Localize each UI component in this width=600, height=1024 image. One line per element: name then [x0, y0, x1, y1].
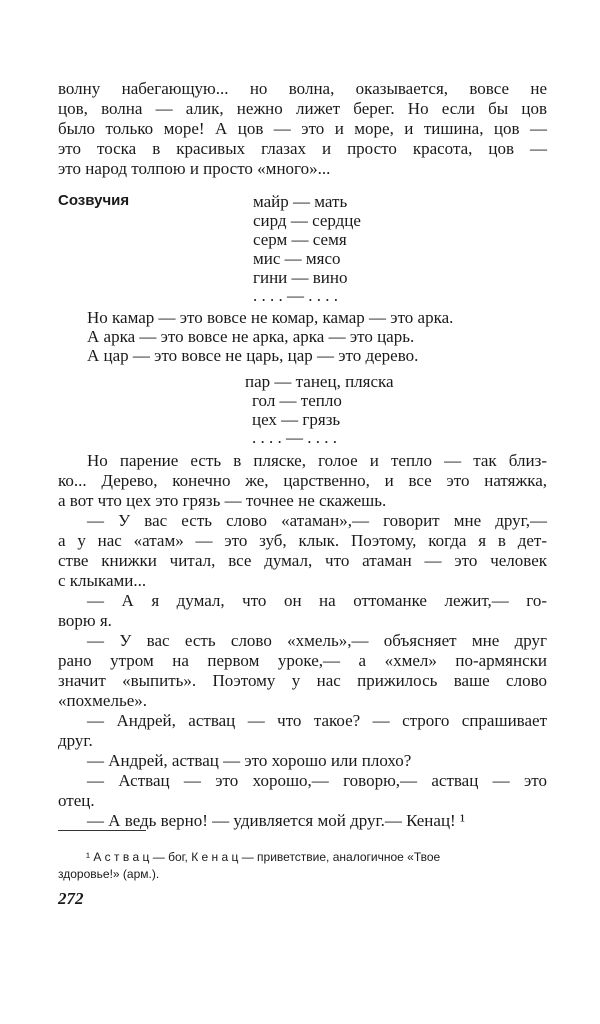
ellipsis-pair: . . . . — . . . .	[252, 428, 337, 447]
text-line: — Андрей, аствац — это хорошо или плохо?	[87, 751, 412, 770]
word-pair: гини — вино	[253, 268, 348, 287]
page-number: 272	[58, 889, 84, 908]
text-line: это народ толпою и просто «много»...	[58, 159, 331, 178]
section-heading: Созвучия	[58, 192, 130, 209]
footnote-rule	[58, 830, 146, 831]
text-line: было только море! А цов — это и море, и тишина, цов —	[58, 119, 547, 138]
text-line: друг.	[58, 731, 93, 750]
footnote-line: здоровье!» (арм.).	[58, 867, 160, 881]
verse-line: А цар — это вовсе не царь, цар — это дерево.	[87, 346, 419, 365]
text-line: значит «выпить». Поэтому у нас прижилось ваше слово	[58, 671, 547, 690]
text-line: ко... Дерево, конечно же, царственно, и все это натяжка,	[58, 471, 547, 490]
word-pair: сирд — сердце	[253, 211, 361, 230]
text-line: — А ведь верно! — удивляется мой друг.— Кенац! ¹	[87, 811, 466, 830]
text-line: а вот что цех это грязь — точнее не скажешь.	[58, 491, 387, 510]
text-line: рано утром на первом уроке,— а «хмел» по-армянски	[58, 651, 547, 670]
ellipsis-pair: . . . . — . . . .	[253, 286, 338, 305]
word-pair: пар — танец, пляска	[245, 372, 394, 391]
text-line: а у нас «атам» — это зуб, клык. Поэтому, когда я в дет-	[58, 531, 547, 550]
text-line: «похмелье».	[58, 691, 148, 710]
word-pair: серм — семя	[253, 230, 347, 249]
text-line: стве книжки читал, все думал, что атаман — это человек	[58, 551, 547, 570]
text-line: Но парение есть в пляске, голое и тепло — так близ-	[87, 451, 547, 470]
verse-line: А арка — это вовсе не арка, арка — это царь.	[87, 327, 415, 346]
text-line: отец.	[58, 791, 95, 810]
text-line: — У вас есть слово «атаман»,— говорит мне друг,—	[87, 511, 547, 530]
word-pair: гол — тепло	[252, 391, 342, 410]
text-line: волну набегающую... но волна, оказывается, вовсе не	[58, 79, 547, 98]
footnote-line: ¹ А с т в а ц — бог, К е н а ц — приветствие, аналогичное «Твое	[86, 850, 441, 864]
text-line: — А я думал, что он на оттоманке лежит,— го-	[87, 591, 547, 610]
text-line: с клыками...	[58, 571, 147, 590]
text-line: ворю я.	[58, 611, 112, 630]
text-line: — Андрей, аствац — что такое? — строго спрашивает	[87, 711, 547, 730]
word-pair: мис — мясо	[253, 249, 341, 268]
text-line: цов, волна — алик, нежно лижет берег. Но если бы цов	[58, 99, 547, 118]
word-pair: цех — грязь	[252, 410, 341, 429]
word-pair: майр — мать	[253, 192, 348, 211]
text-line: это тоска в красивых глазах и просто красота, цов —	[58, 139, 547, 158]
text-line: — У вас есть слово «хмель»,— объясняет мне друг	[87, 631, 547, 650]
text-line: — Аствац — это хорошо,— говорю,— аствац — это	[87, 771, 547, 790]
verse-line: Но камар — это вовсе не комар, камар — это арка.	[87, 308, 454, 327]
